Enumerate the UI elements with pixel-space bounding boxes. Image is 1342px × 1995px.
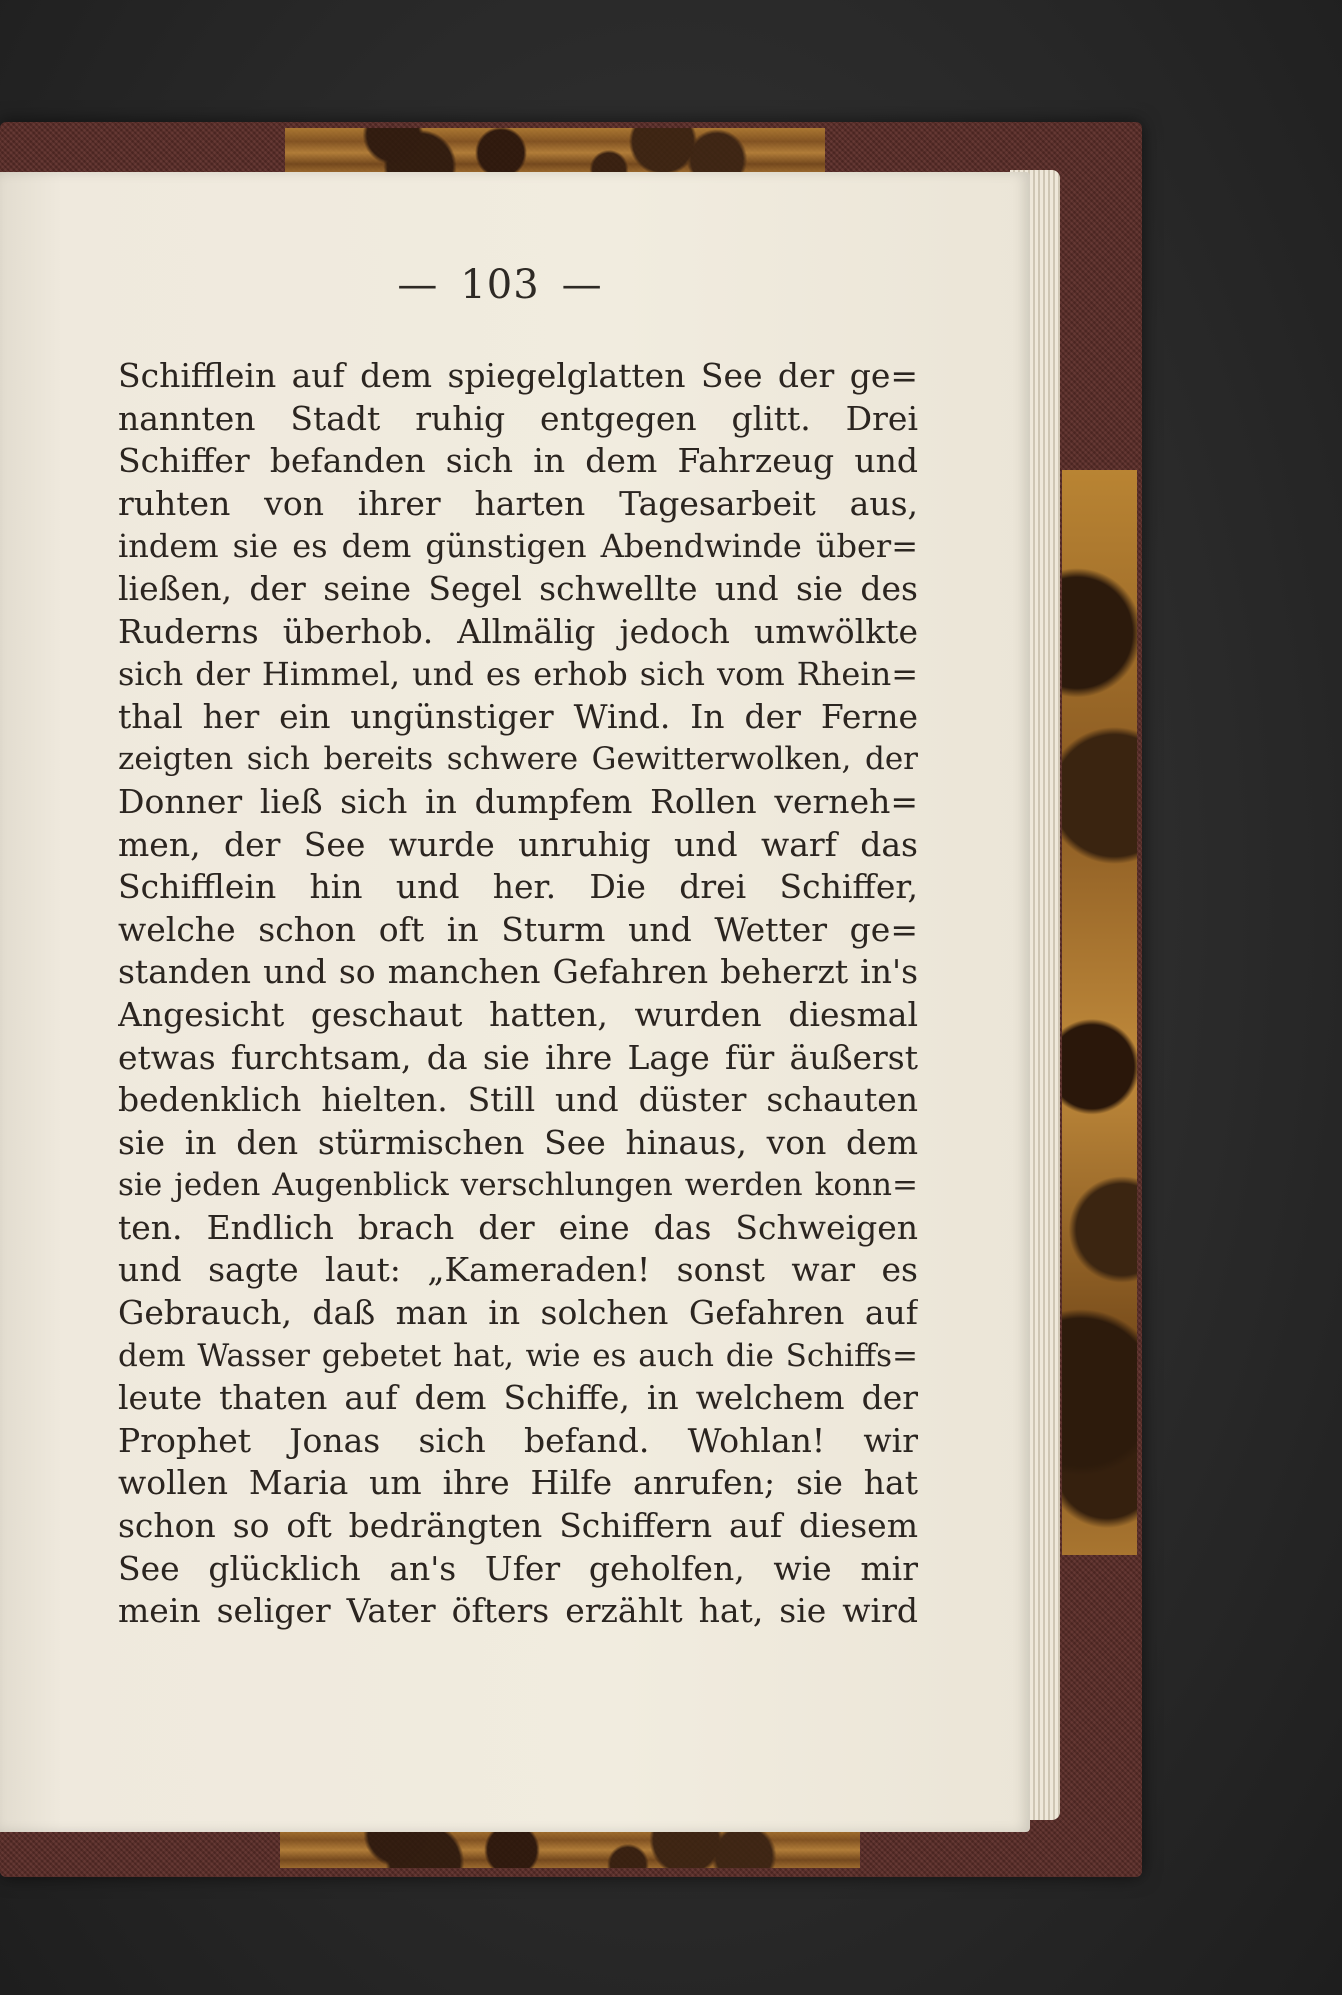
text-line: nannten Stadt ruhig entgegen glitt. Drei xyxy=(118,398,918,438)
text-line: wollen Maria um ihre Hilfe anrufen; sie hat xyxy=(118,1463,918,1503)
text-line: men, der See wurde unruhig und warf das xyxy=(118,824,918,864)
body-text xyxy=(118,355,918,1633)
text-line: leute thaten auf dem Schiffe, in welchem der xyxy=(118,1378,918,1418)
marbled-endpaper-bottom xyxy=(280,1828,860,1868)
text-line: Donner ließ sich in dumpfem Rollen verneh= xyxy=(118,781,918,821)
page-number-value: 103 xyxy=(460,262,540,308)
text-line: ruhten von ihrer harten Tagesarbeit aus, xyxy=(118,483,918,523)
text-line: mein seliger Vater öfters erzählt hat, sie wird xyxy=(118,1591,918,1631)
text-line: Gebrauch, daß man in solchen Gefahren auf xyxy=(118,1293,918,1333)
text-line: dem Wasser gebetet hat, wie es auch die Schiffs= xyxy=(118,1337,918,1374)
page-number-dash-right: — xyxy=(561,262,603,308)
text-line: Angesicht geschaut hatten, wurden diesmal xyxy=(118,994,918,1034)
text-line: Ruderns überhob. Allmälig jedoch umwölkte xyxy=(118,611,918,651)
text-line: ließen, der seine Segel schwellte und sie des xyxy=(118,568,918,608)
text-line: etwas furchtsam, da sie ihre Lage für äußerst xyxy=(118,1037,918,1077)
text-line: und sagte laut: „Kameraden! sonst war es xyxy=(118,1250,918,1290)
text-line: Schifflein auf dem spiegelglatten See der ge= xyxy=(118,356,918,395)
marbled-endpaper-right xyxy=(1062,470,1137,1555)
text-line: sie jeden Augenblick verschlungen werden konn= xyxy=(118,1167,918,1204)
text-line: indem sie es dem günstigen Abendwinde über= xyxy=(118,527,918,566)
text-line: schon so oft bedrängten Schiffern auf diesem xyxy=(118,1506,918,1546)
text-line: thal her ein ungünstiger Wind. In der Ferne xyxy=(118,696,918,736)
text-line: sie in den stürmischen See hinaus, von dem xyxy=(118,1122,918,1162)
text-line: Schifflein hin und her. Die drei Schiffer, xyxy=(118,867,918,907)
text-line: sich der Himmel, und es erhob sich vom Rhein= xyxy=(118,655,918,694)
text-line: zeigten sich bereits schwere Gewitterwolken, der xyxy=(118,741,918,778)
text-line: Schiffer befanden sich in dem Fahrzeug und xyxy=(118,441,918,481)
text-line: See glücklich an's Ufer geholfen, wie mir xyxy=(118,1548,918,1588)
page-number-dash-left: — xyxy=(397,262,439,308)
text-line: welche schon oft in Sturm und Wetter ge= xyxy=(118,909,918,949)
text-line: bedenklich hielten. Still und düster schauten xyxy=(118,1080,918,1120)
text-line: standen und so manchen Gefahren beherzt in's xyxy=(118,952,918,992)
page-number xyxy=(0,262,1000,308)
text-line: Prophet Jonas sich befand. Wohlan! wir xyxy=(118,1420,918,1460)
text-line: ten. Endlich brach der eine das Schweigen xyxy=(118,1207,918,1247)
marbled-endpaper-top xyxy=(285,128,825,173)
